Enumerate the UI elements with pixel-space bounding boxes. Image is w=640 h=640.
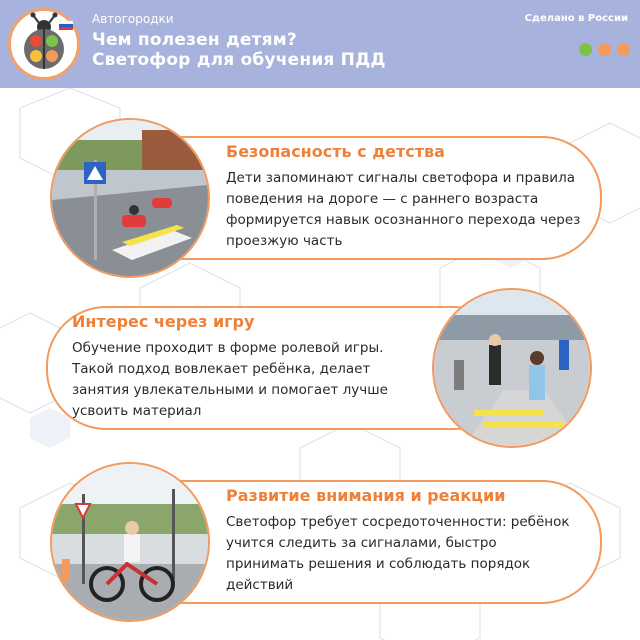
page-title (92, 30, 386, 70)
photo-kids-bicycles (50, 462, 210, 622)
card-text-line: Обучение проходит в форме ролевой игры. (72, 340, 384, 356)
card-text-line: учится следить за сигналами, быстро (226, 535, 497, 551)
photo-kids-driving-cars (50, 118, 210, 278)
header-banner (0, 0, 640, 88)
card-text-attention (226, 512, 570, 596)
card-title-safety: Безопасность с детства (226, 142, 445, 161)
page-title-line-1: Чем полезен детям? (92, 30, 297, 50)
card-text-line: действий (226, 577, 294, 593)
card-text-line: Дети запоминают сигналы светофора и правила (226, 170, 575, 186)
card-text-line: Светофор требует сосредоточенности: ребёнок (226, 514, 570, 530)
card-text-line: поведения на дороге — с раннего возраста (226, 191, 539, 207)
card-text-line: усвоить материал (72, 403, 202, 419)
orange-dot-icon (598, 43, 611, 56)
ladybug-logo-icon (8, 8, 80, 80)
card-text-line: занятия увлекательными и помогает лучше (72, 382, 388, 398)
card-title-attention: Развитие внимания и реакции (226, 486, 506, 505)
brand-name: Автогородки (92, 12, 174, 26)
green-dot-icon (579, 43, 592, 56)
card-text-line: формируется навык осознанного перехода через (226, 212, 581, 228)
photo-kids-role-play (432, 288, 592, 448)
card-text-safety (226, 168, 580, 252)
orange-dot-icon (617, 43, 630, 56)
page-title-line-2: Светофор для обучения ПДД (92, 50, 386, 70)
card-text-line: принимать решения и соблюдать порядок (226, 556, 531, 572)
card-text-game (72, 338, 388, 422)
card-text-line: Такой подход вовлекает ребёнка, делает (72, 361, 371, 377)
card-text-line: проезжую часть (226, 233, 343, 249)
decorative-dots (579, 43, 630, 56)
card-title-game: Интерес через игру (72, 312, 255, 331)
made-in-russia-label: Сделано в России (524, 13, 628, 24)
